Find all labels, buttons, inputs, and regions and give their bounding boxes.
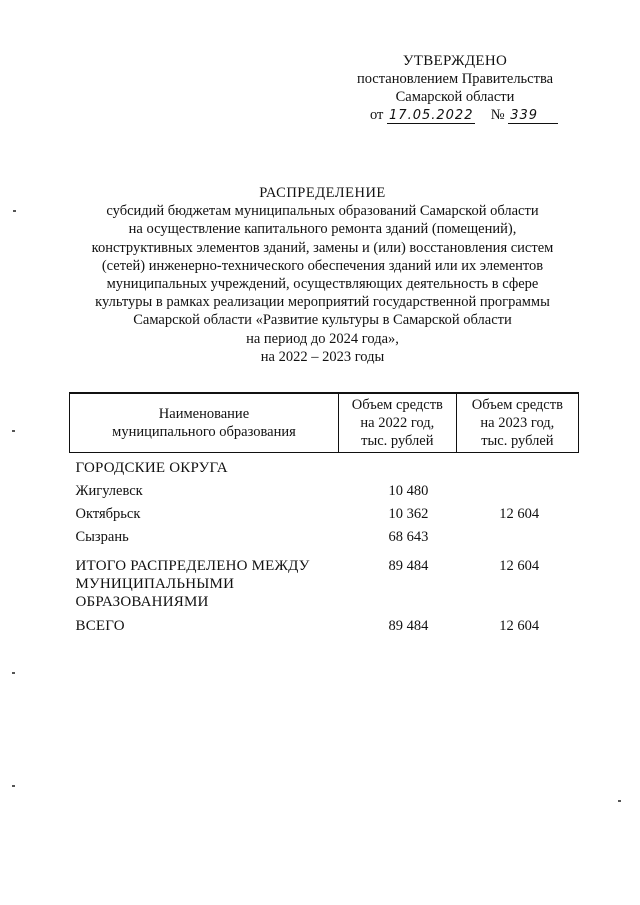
row-name: Жигулевск bbox=[75, 483, 143, 499]
row-2023 bbox=[456, 482, 578, 505]
total-2022: 89 484 bbox=[388, 558, 429, 574]
approval-line-1: постановлением Правительства bbox=[356, 71, 554, 87]
header-2023: Объем средств на 2023 год, тыс. рублей bbox=[456, 393, 578, 453]
title-heading: РАСПРЕДЕЛЕНИЕ bbox=[259, 185, 386, 201]
number-prefix: № bbox=[490, 107, 505, 123]
row-name: Сызрань bbox=[75, 529, 129, 545]
table-header-row bbox=[70, 393, 579, 453]
scan-speck bbox=[12, 430, 15, 432]
title-line: субсидий бюджетам муниципальных образований Самарской области bbox=[106, 203, 539, 220]
row-2022: 68 643 bbox=[388, 529, 429, 545]
header-name: Наименование муниципального образования bbox=[70, 393, 339, 453]
document-title bbox=[70, 184, 575, 366]
grand-label: ВСЕГО bbox=[75, 618, 125, 634]
grand-2022: 89 484 bbox=[388, 618, 429, 634]
approval-line-2: Самарской области bbox=[395, 89, 515, 105]
total-2023: 12 604 bbox=[499, 558, 540, 574]
scan-speck bbox=[12, 672, 15, 674]
scan-speck bbox=[13, 210, 16, 212]
table-row bbox=[70, 482, 579, 505]
number-value: 339 bbox=[508, 108, 558, 124]
title-line: культуры в рамках реализации мероприятий государственной программы bbox=[95, 294, 550, 311]
section-label: ГОРОДСКИЕ ОКРУГА bbox=[75, 460, 228, 476]
title-line: (сетей) инженерно-технического обеспечения зданий или их элементов bbox=[101, 257, 544, 274]
distribution-table bbox=[69, 392, 579, 635]
title-line: на осуществление капитального ремонта зданий (помещений), bbox=[128, 221, 517, 238]
row-2023: 12 604 bbox=[499, 506, 540, 522]
title-line: Самарской области «Развитие культуры в Самарской области bbox=[133, 312, 512, 329]
table-row bbox=[70, 528, 579, 551]
header-2022: Объем средств на 2022 год, тыс. рублей bbox=[338, 393, 456, 453]
scan-speck bbox=[12, 785, 15, 787]
scan-speck bbox=[618, 800, 621, 802]
title-line: на 2022 – 2023 годы bbox=[260, 348, 385, 365]
date-value: 17.05.2022 bbox=[389, 108, 474, 123]
section-row bbox=[70, 453, 579, 483]
title-line: на период до 2024 года», bbox=[246, 330, 399, 347]
date-prefix: от bbox=[370, 107, 384, 123]
table-row bbox=[70, 505, 579, 528]
title-line: муниципальных учреждений, осуществляющих деятельность в сфере bbox=[106, 276, 539, 293]
grand-total-row bbox=[70, 611, 579, 635]
approval-stamp bbox=[330, 52, 580, 125]
approval-heading: УТВЕРЖДЕНО bbox=[402, 53, 508, 69]
row-2022: 10 362 bbox=[388, 506, 429, 522]
row-name: Октябрьск bbox=[75, 506, 141, 522]
approval-date-line bbox=[330, 106, 580, 125]
row-2022: 10 480 bbox=[388, 483, 429, 499]
total-label: ИТОГО РАСПРЕДЕЛЕНО МЕЖДУ МУНИЦИПАЛЬНЫМИ ОБРАЗОВАНИЯМИ bbox=[75, 558, 310, 610]
title-line: конструктивных элементов зданий, замены и (или) восстановления систем bbox=[91, 239, 554, 256]
total-row bbox=[70, 551, 579, 611]
row-2023 bbox=[456, 528, 578, 551]
grand-2023: 12 604 bbox=[499, 618, 540, 634]
